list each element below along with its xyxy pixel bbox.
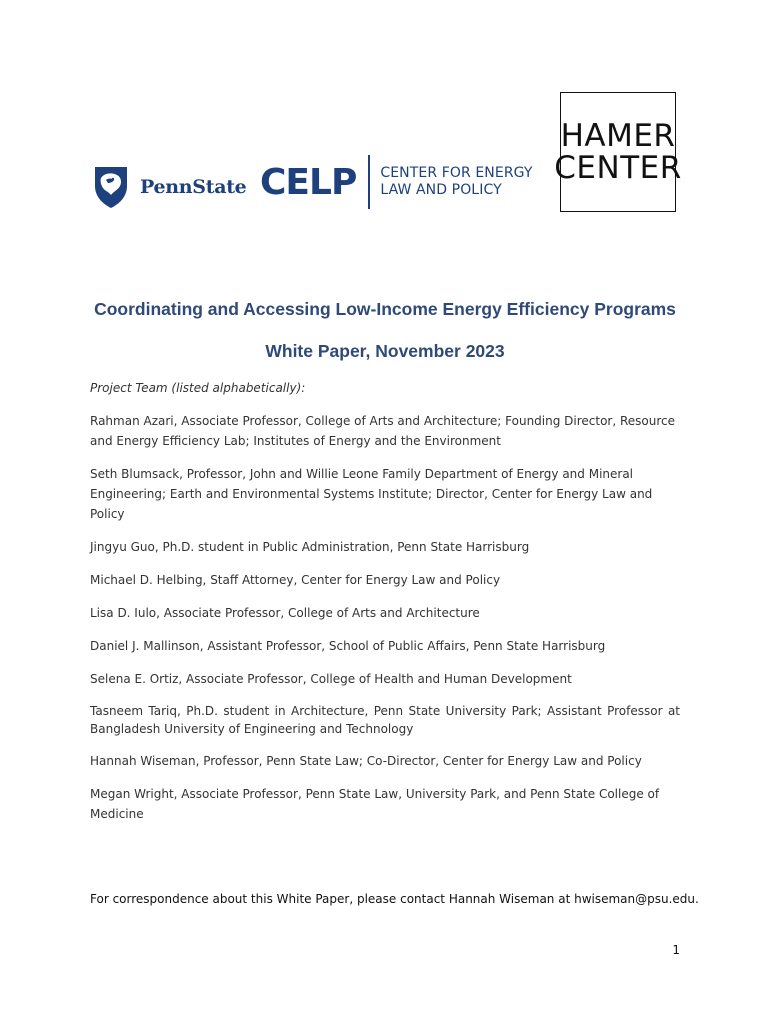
celp-logo [260, 154, 533, 210]
document-subtitle: White Paper, November 2023 [265, 341, 505, 361]
page-number: 1 [672, 943, 680, 957]
team-member: Rahman Azari, Associate Professor, College of Arts and Architecture; Founding Director, Resource and Energy Efficiency Lab; Institutes of Energy and the Environment [90, 414, 676, 448]
team-member: Lisa D. Iulo, Associate Professor, College of Arts and Architecture [90, 606, 480, 620]
team-label: Project Team (listed alphabetically): [90, 381, 306, 395]
nittany-lion-shield-icon [92, 164, 130, 210]
team-member: Tasneem Tariq, Ph.D. student in Architecture, Penn State University Park; Assistant Professor at Bangladesh University of Engineering and Technology [90, 704, 680, 736]
hamer-line1: HAMER [560, 118, 676, 154]
celp-line1: CENTER FOR ENERGY [380, 165, 533, 181]
hamer-center-logo [554, 92, 682, 212]
logo-row [92, 92, 680, 216]
celp-line2: LAW AND POLICY [380, 182, 502, 198]
celp-fullname [380, 165, 532, 199]
pennstate-wordmark: PennState [140, 176, 247, 198]
project-team-section [90, 378, 680, 837]
team-member: Megan Wright, Associate Professor, Penn State Law, University Park, and Penn State College of Medicine [90, 787, 660, 821]
team-member: Seth Blumsack, Professor, John and Willie Leone Family Department of Energy and Mineral Engineering; Earth and Environmental Systems Institute; Director, Center for Energy Law and Policy [90, 467, 653, 521]
team-member: Daniel J. Mallinson, Assistant Professor, School of Public Affairs, Penn State Harrisburg [90, 639, 606, 653]
team-member: Jingyu Guo, Ph.D. student in Public Administration, Penn State Harrisburg [90, 540, 530, 554]
team-member: Selena E. Ortiz, Associate Professor, College of Health and Human Development [90, 672, 572, 686]
pennstate-logo [92, 163, 246, 211]
correspondence-note: For correspondence about this White Paper, please contact Hannah Wiseman at hwiseman@psu.edu. [90, 892, 699, 906]
team-member: Michael D. Helbing, Staff Attorney, Center for Energy Law and Policy [90, 573, 501, 587]
team-member: Hannah Wiseman, Professor, Penn State Law; Co-Director, Center for Energy Law and Policy [90, 754, 642, 768]
celp-divider [368, 155, 370, 209]
document-title: Coordinating and Accessing Low-Income Energy Efficiency Programs [94, 299, 676, 319]
hamer-line2: CENTER [554, 150, 682, 186]
celp-acronym: CELP [260, 161, 357, 203]
